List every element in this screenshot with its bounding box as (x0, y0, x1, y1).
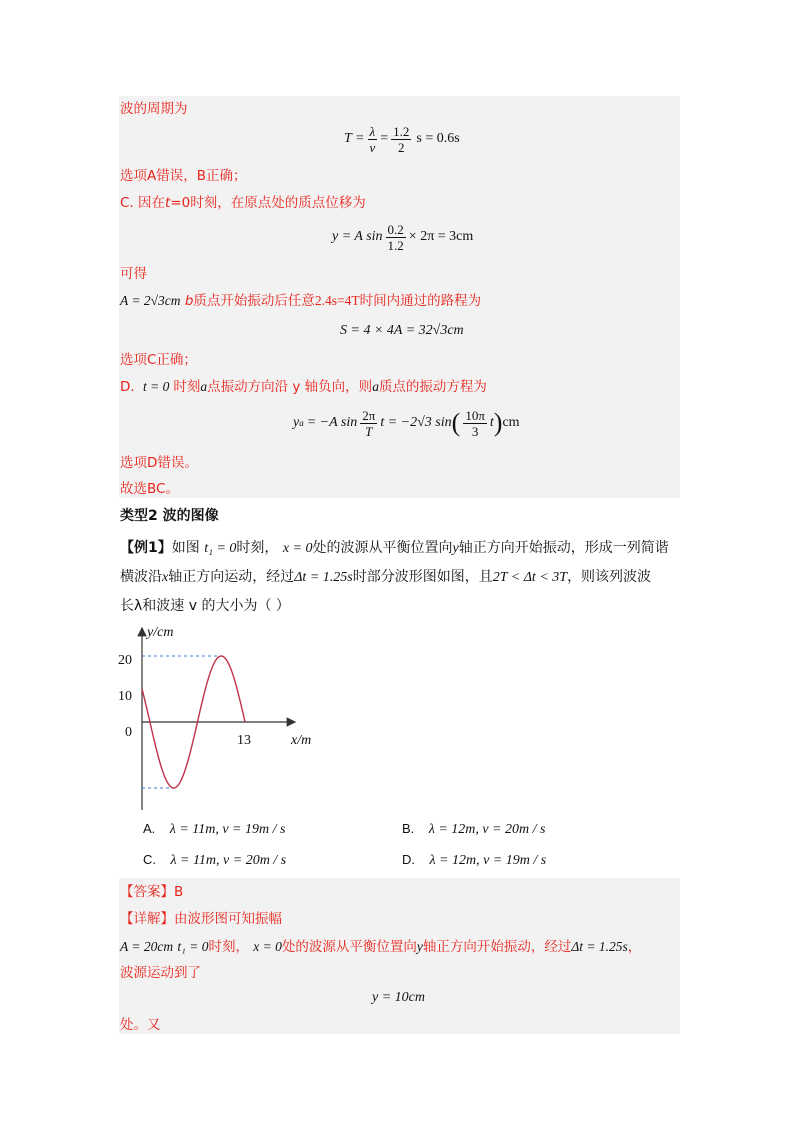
formula-path-length (340, 320, 464, 342)
y-tick-label: 20 (118, 653, 132, 668)
math-variable: t (165, 195, 171, 211)
y-tick-label: 0 (125, 725, 132, 740)
formula-text: t (489, 415, 494, 430)
answer-label: 【答案】B (120, 884, 184, 900)
answer-detail-label: 【详解】由波形图可知振幅 (120, 911, 282, 927)
math-expression: Δt = 1.25s (294, 570, 353, 585)
fraction-numerator: 1.2 (393, 123, 410, 139)
option-c[interactable] (143, 852, 286, 869)
formula-displacement (332, 219, 473, 255)
math-expression: t = 0 (142, 379, 170, 394)
option-d[interactable] (402, 852, 546, 869)
formula-y-10cm (372, 987, 425, 1009)
x-axis-label: x/m (291, 733, 312, 748)
formula-subscript: a (299, 418, 304, 428)
option-letter: B. (402, 821, 415, 836)
fraction-numerator: 10π (465, 407, 485, 423)
formula-text: × 2π = 3cm (408, 229, 474, 244)
math-expression: t₁ = 0 (204, 541, 237, 556)
option-a[interactable] (143, 821, 285, 838)
formula-text: s = 0.6s (416, 131, 460, 146)
solution-text-final: 故选BC。 (120, 481, 179, 497)
formula-text: S = 4 × 4A = 32√3cm (340, 323, 464, 338)
text-segment: C. 因在 (120, 195, 166, 211)
fraction-denominator: 2 (398, 139, 405, 155)
formula-vibration-equation (293, 403, 520, 443)
fraction-denominator: 1.2 (387, 237, 404, 253)
option-text: λ = 11m, v = 20m / s (170, 853, 287, 868)
formula-text: y = A sin (332, 229, 383, 244)
math-variable: x (162, 570, 169, 585)
text-segment: 如图 (171, 540, 200, 556)
text-segment: 质点开始振动后任意 (193, 293, 315, 309)
answer-detail-line (120, 937, 641, 957)
text-segment: ， (627, 939, 642, 955)
fraction-numerator: λ (369, 123, 376, 139)
fraction-numerator: 2π (362, 407, 376, 423)
x-tick-label: 13 (237, 733, 251, 748)
math-variable: y (416, 939, 423, 954)
text-segment: 轴正方向开始振动，经过 (422, 939, 572, 955)
option-letter: C. (143, 852, 156, 867)
fraction (360, 408, 377, 439)
text-segment: 轴正方向运动，经过 (168, 569, 295, 585)
math-expression: x = 0 (282, 541, 313, 556)
math-variable: a (200, 379, 208, 394)
solution-text-d (120, 377, 487, 397)
text-segment: 时部分波形图如图，且 (352, 569, 493, 585)
math-expression: A = 20cm (120, 939, 174, 954)
formula-text: y (293, 415, 300, 430)
fraction-denominator: 3 (471, 423, 479, 439)
section-title: 类型2 波的图像 (120, 508, 219, 524)
formula-text: cm (502, 415, 520, 430)
option-letter: A. (143, 821, 156, 836)
math-expression: Δt = 1.25s (571, 939, 628, 954)
solution-text-ab: 选项A错误，B正确； (120, 168, 247, 184)
solution-text-c-correct: 选项C正确； (120, 352, 197, 368)
option-b[interactable] (402, 821, 545, 838)
fraction (367, 124, 377, 155)
example-line-2 (120, 567, 651, 588)
text-segment: 处的波源从平衡位置向 (281, 939, 417, 955)
math-variable: y (452, 541, 459, 556)
answer-detail-line-2: 波源运动到了 (120, 965, 201, 981)
text-segment: 时间内通过的路程为 (359, 293, 482, 309)
wave-graph (115, 622, 335, 822)
fraction-denominator: v (369, 139, 376, 155)
example-line-1 (120, 538, 669, 559)
text-segment: 时刻 (173, 379, 201, 395)
formula-text: y = 10cm (372, 990, 425, 1005)
text-segment: 时刻， (236, 540, 279, 556)
solution-text-d-wrong: 选项D错误。 (120, 455, 198, 471)
text-segment: 质点的振动方程为 (378, 379, 487, 395)
text-segment: 处的波源从平衡位置向 (312, 540, 453, 556)
fraction-numerator: 0.2 (387, 221, 404, 237)
formula-period (344, 121, 460, 157)
solution-text-result: 可得 (120, 266, 147, 282)
text-segment: 点振动方向沿 y 轴负向，则 (207, 379, 373, 395)
text-segment: 横波沿 (120, 569, 162, 585)
fraction (386, 222, 406, 253)
text-segment: 时刻， (208, 939, 249, 955)
formula-text: = −A sin (306, 415, 358, 430)
answer-detail-line-3: 处。又 (120, 1017, 161, 1033)
text-segment: D. (120, 379, 135, 395)
math-expression: A = 2√3cm (120, 293, 181, 308)
solution-text-c (120, 193, 366, 213)
math-expression: 2T < Δt < 3T (492, 570, 568, 585)
example-line-3: 长λ和波速 v 的大小为（ ） (120, 598, 290, 614)
option-text: λ = 11m, v = 19m / s (169, 822, 286, 837)
y-axis-label: y/cm (147, 625, 174, 640)
text-segment: =0时刻，在原点处的质点位移为 (170, 195, 366, 211)
left-paren: ( (451, 408, 461, 437)
text-segment: ，则该列波波 (567, 569, 652, 585)
formula-text: T = (344, 131, 365, 146)
math-expression: 2.4s=4T (314, 293, 360, 308)
math-expression: x = 0 (253, 939, 282, 954)
example-tag: 【例1】 (120, 540, 172, 556)
formula-text: t = −2√3 sin (380, 415, 452, 430)
solution-text-path (120, 291, 481, 311)
solution-text-period: 波的周期为 (120, 101, 188, 117)
right-paren: ) (493, 408, 503, 437)
fraction (391, 124, 411, 155)
option-text: λ = 12m, v = 20m / s (428, 822, 546, 837)
formula-text: = (380, 131, 389, 146)
text-segment: 轴正方向开始振动，形成一列简谐 (458, 540, 669, 556)
y-tick-label: 10 (118, 689, 132, 704)
option-text: λ = 12m, v = 19m / s (429, 853, 547, 868)
fraction (463, 408, 487, 439)
fraction-denominator: T (365, 423, 373, 439)
option-letter: D. (402, 852, 415, 867)
math-variable: b (184, 293, 194, 309)
math-variable: a (372, 379, 379, 394)
math-expression: t₁ = 0 (177, 939, 209, 954)
